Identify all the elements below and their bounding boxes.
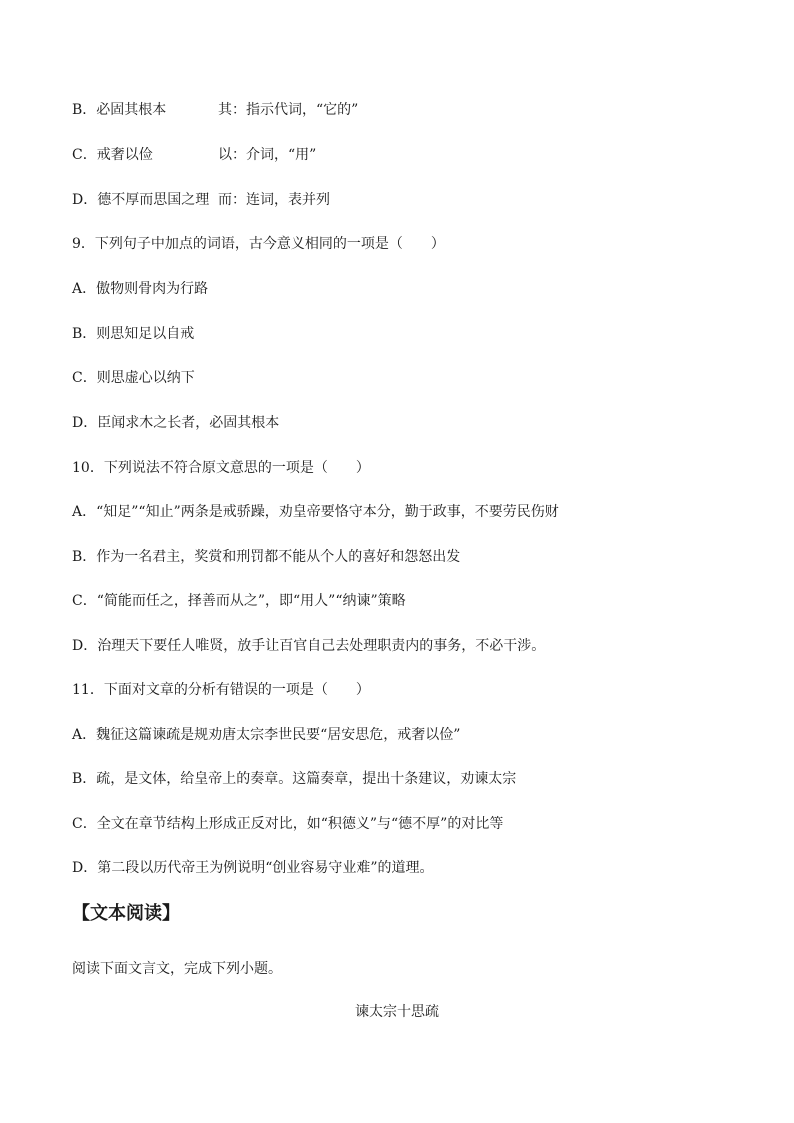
q11-option-d: D．第二段以历代帝王为例说明“创业容易守业难”的道理。 <box>72 860 434 876</box>
q11-option-c: C．全文在章节结构上形成正反对比，如“积德义”与“德不厚”的对比等 <box>72 816 504 832</box>
q8-option-c-gloss: 以：介词，“用” <box>218 147 317 163</box>
q8-option-b-gloss: 其：指示代词，“它的” <box>218 102 359 118</box>
q10-option-b: B．作为一名君主，奖赏和刑罚都不能从个人的喜好和怨怒出发 <box>72 549 461 565</box>
q8-option-b <box>72 101 359 119</box>
q10-option-a: A．“知足”“知止”两条是戒骄躁，劝皇帝要恪守本分，勤于政事，不要劳民伤财 <box>72 504 559 520</box>
q10-option-c: C．“简能而任之，择善而从之”，即“用人”“纳谏”策略 <box>72 593 406 609</box>
q8-option-b-text: B．必固其根本 <box>72 102 167 118</box>
q9-option-d: D．臣闻求木之长者，必固其根本 <box>72 415 280 431</box>
section-heading: 【文本阅读】 <box>72 903 180 924</box>
q11-option-a: A．魏征这篇谏疏是规劝唐太宗李世民要“居安思危，戒奢以俭” <box>72 727 461 743</box>
q9-option-b: B．则思知足以自戒 <box>72 326 195 342</box>
q8-option-d <box>72 191 330 209</box>
passage-title: 谏太宗十思疏 <box>355 1004 439 1020</box>
section-instruction: 阅读下面文言文，完成下列小题。 <box>72 961 282 977</box>
q8-option-c-text: C．戒奢以俭 <box>72 147 153 163</box>
q10-stem: 10．下列说法不符合原文意思的一项是（ ） <box>72 460 370 476</box>
q9-option-c: C．则思虚心以纳下 <box>72 370 195 386</box>
q10-option-d: D．治理天下要任人唯贤，放手让百官自己去处理职责内的事务，不必干涉。 <box>72 638 546 654</box>
q9-option-a: A．傲物则骨肉为行路 <box>72 281 209 297</box>
q9-stem: 9．下列句子中加点的词语，古今意义相同的一项是（ ） <box>72 236 445 252</box>
q8-option-d-gloss: 而：连词，表并列 <box>218 192 330 208</box>
q8-option-d-text: D．德不厚而思国之理 <box>72 192 210 208</box>
q11-stem: 11．下面对文章的分析有错误的一项是（ ） <box>72 682 370 698</box>
q11-option-b: B．疏，是文体，给皇帝上的奏章。这篇奏章，提出十条建议，劝谏太宗 <box>72 771 517 787</box>
q8-option-c <box>72 146 317 164</box>
